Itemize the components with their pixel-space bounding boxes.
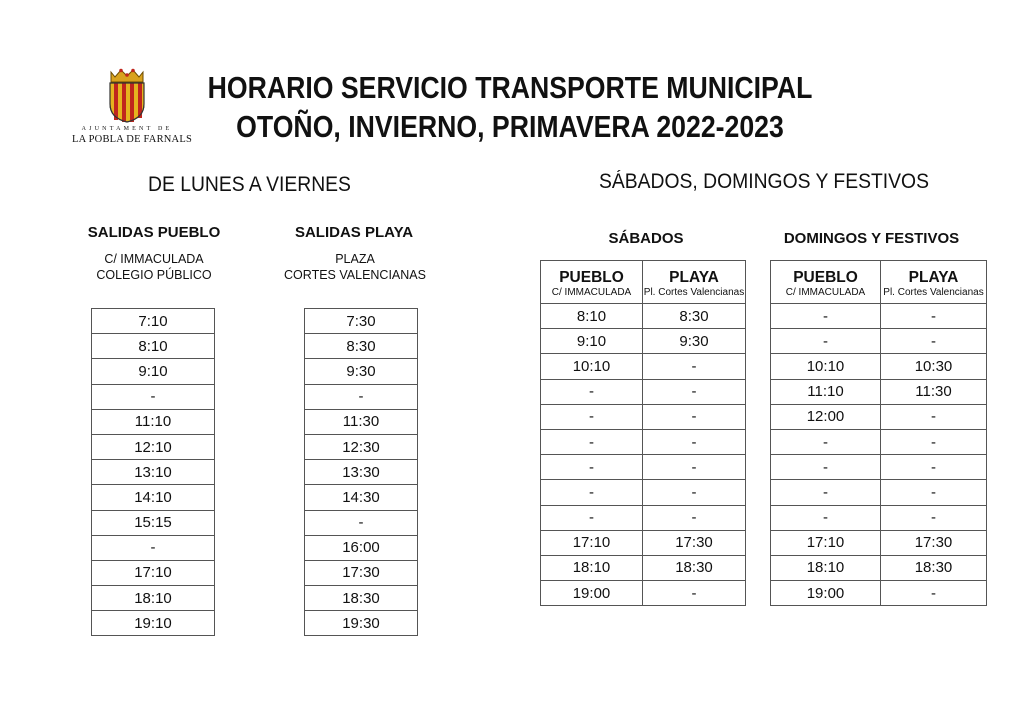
playa-stop-line1: PLAZA	[335, 252, 375, 266]
table-row	[771, 530, 987, 555]
pueblo-time-cell: -	[771, 505, 881, 530]
table-row	[541, 530, 746, 555]
logo-line2: LA POBLA DE FARNALS	[72, 134, 192, 145]
playa-time-cell: -	[643, 404, 746, 429]
playa-time-cell: -	[643, 581, 746, 606]
saturday-col-pueblo: PUEBLO	[541, 261, 643, 288]
pueblo-time-cell: -	[771, 329, 881, 354]
sunday-holiday-table	[770, 260, 987, 606]
time-cell: 18:30	[305, 586, 418, 611]
sunday-col-playa: PLAYA	[881, 261, 987, 288]
pueblo-time-cell: 8:10	[541, 304, 643, 329]
sunday-col-pueblo: PUEBLO	[771, 261, 881, 288]
pueblo-time-cell: 18:10	[771, 555, 881, 580]
table-row	[92, 510, 215, 535]
time-cell: 9:30	[305, 359, 418, 384]
sunday-holiday-title: DOMINGOS Y FESTIVOS	[783, 230, 960, 247]
table-row	[541, 581, 746, 606]
playa-time-cell: 17:30	[881, 530, 987, 555]
time-cell: -	[305, 510, 418, 535]
time-cell: 16:00	[305, 535, 418, 560]
table-row	[771, 354, 987, 379]
table-row	[92, 359, 215, 384]
time-cell: 13:10	[92, 460, 215, 485]
table-row	[771, 379, 987, 404]
table-row	[305, 309, 418, 334]
pueblo-time-cell: -	[541, 379, 643, 404]
pueblo-time-cell: 19:00	[771, 581, 881, 606]
time-cell: -	[92, 384, 215, 409]
table-row	[92, 409, 215, 434]
table-row	[92, 611, 215, 636]
pueblo-time-cell: -	[541, 455, 643, 480]
table-row	[305, 560, 418, 585]
table-row	[541, 505, 746, 530]
playa-time-cell: -	[881, 480, 987, 505]
table-row	[305, 535, 418, 560]
playa-time-cell: -	[881, 505, 987, 530]
time-cell: 9:10	[92, 359, 215, 384]
table-row	[771, 329, 987, 354]
time-cell: 19:30	[305, 611, 418, 636]
table-row	[92, 384, 215, 409]
table-row	[771, 455, 987, 480]
table-row	[92, 334, 215, 359]
time-cell: 13:30	[305, 460, 418, 485]
time-cell: 18:10	[92, 586, 215, 611]
table-row	[92, 560, 215, 585]
pueblo-time-cell: 19:00	[541, 581, 643, 606]
table-row	[92, 586, 215, 611]
playa-time-cell: 17:30	[643, 530, 746, 555]
pueblo-time-cell: -	[771, 455, 881, 480]
playa-time-cell: -	[881, 455, 987, 480]
pueblo-time-cell: 11:10	[771, 379, 881, 404]
pueblo-stop-line1: C/ IMMACULADA	[104, 252, 204, 266]
playa-time-cell: -	[881, 304, 987, 329]
time-cell: 19:10	[92, 611, 215, 636]
table-row	[92, 434, 215, 459]
time-cell: 8:10	[92, 334, 215, 359]
pueblo-time-cell: -	[541, 505, 643, 530]
playa-time-cell: -	[643, 505, 746, 530]
pueblo-time-cell: -	[541, 480, 643, 505]
pueblo-stop-line2: COLEGIO PÚBLICO	[96, 268, 212, 282]
playa-time-cell: -	[643, 455, 746, 480]
playa-time-cell: 11:30	[881, 379, 987, 404]
table-row	[541, 404, 746, 429]
table-row	[305, 359, 418, 384]
time-cell: 17:10	[92, 560, 215, 585]
table-row	[305, 384, 418, 409]
sunday-col-pueblo-sub: C/ IMMACULADA	[771, 287, 881, 304]
page-subtitle: OTOÑO, INVIERNO, PRIMAVERA 2022-2023	[236, 109, 784, 144]
table-row	[771, 429, 987, 454]
table-row	[541, 429, 746, 454]
table-row	[771, 581, 987, 606]
weekend-heading: SÁBADOS, DOMINGOS Y FESTIVOS	[599, 170, 929, 193]
time-cell: -	[92, 535, 215, 560]
time-cell: 8:30	[305, 334, 418, 359]
playa-time-cell: -	[643, 379, 746, 404]
coat-of-arms-icon	[105, 68, 149, 124]
pueblo-departures-title: SALIDAS PUEBLO	[87, 224, 221, 241]
pueblo-time-cell: 12:00	[771, 404, 881, 429]
playa-time-cell: -	[643, 429, 746, 454]
weekday-playa-table	[304, 308, 418, 636]
logo-line1: AJUNTAMENT DE	[81, 126, 173, 132]
playa-time-cell: -	[881, 404, 987, 429]
table-row	[771, 555, 987, 580]
time-cell: 11:30	[305, 409, 418, 434]
table-row	[305, 434, 418, 459]
time-cell: 12:10	[92, 434, 215, 459]
table-row	[305, 460, 418, 485]
pueblo-time-cell: 10:10	[541, 354, 643, 379]
time-cell: 11:10	[92, 409, 215, 434]
playa-time-cell: -	[643, 480, 746, 505]
table-row	[541, 329, 746, 354]
table-row	[541, 555, 746, 580]
playa-time-cell: -	[881, 581, 987, 606]
time-cell: 7:10	[92, 309, 215, 334]
pueblo-time-cell: 17:10	[771, 530, 881, 555]
sunday-col-playa-sub: Pl. Cortes Valencianas	[881, 287, 987, 304]
table-row	[305, 485, 418, 510]
table-row	[771, 480, 987, 505]
table-row	[305, 586, 418, 611]
saturday-table	[540, 260, 746, 606]
weekday-heading: DE LUNES A VIERNES	[148, 173, 351, 196]
municipal-logo	[72, 68, 192, 150]
saturday-col-pueblo-sub: C/ IMMACULADA	[541, 287, 643, 304]
time-cell: 15:15	[92, 510, 215, 535]
table-row	[541, 354, 746, 379]
saturday-col-playa: PLAYA	[643, 261, 746, 288]
table-row	[541, 379, 746, 404]
pueblo-time-cell: -	[771, 304, 881, 329]
table-row	[305, 409, 418, 434]
time-cell: 14:30	[305, 485, 418, 510]
saturday-col-playa-sub: Pl. Cortes Valencianas	[643, 287, 746, 304]
saturday-title: SÁBADOS	[608, 230, 684, 247]
pueblo-time-cell: 10:10	[771, 354, 881, 379]
table-row	[305, 334, 418, 359]
playa-departures-title: SALIDAS PLAYA	[294, 224, 414, 241]
time-cell: 17:30	[305, 560, 418, 585]
table-row	[541, 304, 746, 329]
playa-time-cell: 18:30	[643, 555, 746, 580]
weekday-pueblo-table	[91, 308, 215, 636]
table-row	[771, 304, 987, 329]
table-row	[305, 611, 418, 636]
table-row	[92, 460, 215, 485]
table-row	[92, 309, 215, 334]
time-cell: 12:30	[305, 434, 418, 459]
pueblo-time-cell: -	[771, 480, 881, 505]
table-row	[92, 535, 215, 560]
pueblo-time-cell: -	[541, 404, 643, 429]
page-title: HORARIO SERVICIO TRANSPORTE MUNICIPAL	[207, 70, 813, 105]
playa-time-cell: 8:30	[643, 304, 746, 329]
time-cell: 7:30	[305, 309, 418, 334]
playa-time-cell: -	[881, 329, 987, 354]
pueblo-time-cell: 18:10	[541, 555, 643, 580]
playa-time-cell: -	[643, 354, 746, 379]
playa-time-cell: 18:30	[881, 555, 987, 580]
time-cell: -	[305, 384, 418, 409]
table-row	[541, 480, 746, 505]
playa-time-cell: 9:30	[643, 329, 746, 354]
pueblo-time-cell: 9:10	[541, 329, 643, 354]
time-cell: 14:10	[92, 485, 215, 510]
playa-time-cell: -	[881, 429, 987, 454]
table-row	[541, 455, 746, 480]
pueblo-time-cell: -	[771, 429, 881, 454]
playa-time-cell: 10:30	[881, 354, 987, 379]
table-row	[92, 485, 215, 510]
table-row	[305, 510, 418, 535]
pueblo-time-cell: 17:10	[541, 530, 643, 555]
table-row	[771, 404, 987, 429]
table-row	[771, 505, 987, 530]
playa-stop-line2: CORTES VALENCIANAS	[284, 268, 426, 282]
pueblo-time-cell: -	[541, 429, 643, 454]
